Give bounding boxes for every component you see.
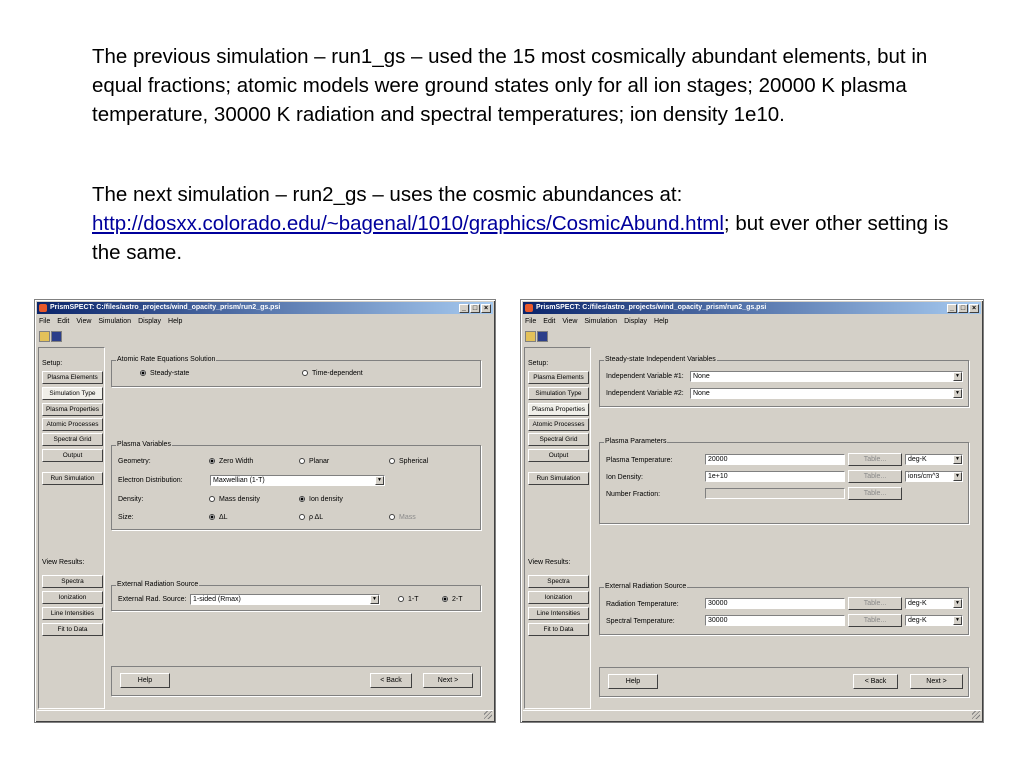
mass-density-radio[interactable] (209, 496, 260, 504)
maximize-button[interactable]: □ (470, 304, 480, 313)
plasma-temperature-input[interactable]: 20000 (705, 454, 845, 465)
spectra-button[interactable]: Spectra (42, 575, 103, 588)
radio-checked-icon (299, 496, 305, 502)
radio-unchecked-icon (302, 370, 308, 376)
independent-variable-2-label: Independent Variable #2: (606, 390, 684, 397)
folder-open-icon[interactable] (525, 331, 536, 342)
spectra-button[interactable]: Spectra (528, 575, 589, 588)
radio-unchecked-icon (299, 514, 305, 520)
mass-radio (389, 514, 416, 522)
view-results-label: View Results: (528, 559, 571, 566)
radio-label: Mass (399, 514, 416, 521)
dropdown-value: deg-K (908, 600, 927, 607)
radio-unchecked-icon (209, 496, 215, 502)
menu-view[interactable]: View (562, 318, 578, 325)
menu-view[interactable]: View (76, 318, 92, 325)
simulation-type-button[interactable]: Simulation Type (42, 387, 103, 400)
radio-label: Spherical (399, 458, 429, 465)
electron-distribution-label: Electron Distribution: (118, 477, 183, 484)
radio-checked-icon (209, 458, 215, 464)
fit-to-data-button[interactable]: Fit to Data (42, 623, 103, 636)
save-disk-icon[interactable] (51, 331, 62, 342)
prismspect-app-icon (525, 304, 533, 312)
radio-unchecked-icon (389, 458, 395, 464)
resize-grip-icon[interactable] (972, 711, 980, 719)
menu-display[interactable]: Display (138, 318, 162, 325)
chevron-down-icon[interactable]: ▼ (953, 455, 962, 464)
dropdown-value: deg-K (908, 617, 927, 624)
prismspect-app-icon (39, 304, 47, 312)
rho-delta-l-radio[interactable] (299, 514, 323, 522)
menu-display[interactable]: Display (624, 318, 648, 325)
back-button[interactable]: < Back (853, 674, 898, 689)
close-button[interactable]: × (481, 304, 491, 313)
chevron-down-icon[interactable]: ▼ (375, 476, 384, 485)
plasma-temperature-table-button: Table... (848, 453, 902, 466)
setup-label: Setup: (42, 360, 63, 367)
radio-checked-icon (140, 370, 146, 376)
chevron-down-icon[interactable]: ▼ (953, 389, 962, 398)
status-bar (37, 710, 493, 720)
radio-label: Ion density (309, 496, 343, 503)
line-intensities-button[interactable]: Line Intensities (42, 607, 103, 620)
radio-label: Zero Width (219, 458, 254, 465)
ion-density-unit-dropdown[interactable] (905, 471, 963, 482)
dropdown-value: deg-K (908, 456, 927, 463)
toolbar (39, 329, 65, 345)
number-fraction-table-button: Table... (848, 487, 902, 500)
electron-distribution-dropdown[interactable] (210, 475, 385, 486)
paragraph-previous-simulation: The previous simulation – run1_gs – used the 15 most cosmically abundant elements, but in equal fractions; atomic models were ground states only for all ion stages; 20000 K plasma temperature, 30000 K radiation and spectral temperatures; ion density 1e10. (92, 45, 928, 126)
menu-edit[interactable]: Edit (543, 318, 556, 325)
radio-checked-icon (442, 596, 448, 602)
external-radiation-group (599, 583, 969, 635)
radiation-temperature-label: Radiation Temperature: (606, 601, 679, 608)
menu-help[interactable]: Help (168, 318, 183, 325)
output-button[interactable]: Output (528, 449, 589, 462)
chevron-down-icon[interactable]: ▼ (953, 616, 962, 625)
chevron-down-icon[interactable]: ▼ (953, 372, 962, 381)
group-title: Steady-state Independent Variables (605, 356, 716, 363)
output-button[interactable]: Output (42, 449, 103, 462)
dropdown-value: ions/cm^3 (908, 473, 940, 480)
group-title: Plasma Variables (117, 441, 171, 448)
group-title: External Radiation Source (605, 583, 687, 590)
two-t-radio[interactable] (442, 596, 463, 604)
spectral-temperature-unit-dropdown[interactable] (905, 615, 963, 626)
atomic-processes-button[interactable]: Atomic Processes (42, 418, 103, 431)
save-disk-icon[interactable] (537, 331, 548, 342)
steady-state-variables-group (599, 356, 969, 407)
title-bar (37, 302, 493, 314)
number-fraction-input (705, 488, 845, 499)
zero-width-radio[interactable] (209, 458, 253, 466)
window-title: PrismSPECT: C:/files/astro_projects/wind_opacity_prism/run2_gs.psi (50, 304, 281, 311)
radio-label: Steady-state (150, 370, 190, 377)
radio-checked-icon (209, 514, 215, 520)
spherical-radio[interactable] (389, 458, 428, 466)
minimize-button[interactable]: _ (947, 304, 957, 313)
steady-state-radio[interactable] (140, 370, 189, 378)
chevron-down-icon[interactable]: ▼ (953, 599, 962, 608)
setup-label: Setup: (528, 360, 549, 367)
radio-label: Mass density (219, 496, 260, 503)
atomic-processes-button[interactable]: Atomic Processes (528, 418, 589, 431)
menu-file[interactable]: File (525, 318, 537, 325)
view-results-label: View Results: (42, 559, 85, 566)
plasma-variables-group (111, 441, 481, 530)
independent-variable-1-label: Independent Variable #1: (606, 373, 684, 380)
wizard-button-bar (111, 666, 481, 696)
help-button[interactable]: Help (608, 674, 658, 689)
paragraph-next-suffix: ; but ever other setting is the same. (92, 212, 949, 264)
ion-density-input[interactable]: 1e+10 (705, 471, 845, 482)
ionization-button[interactable]: Ionization (528, 591, 589, 604)
radio-label: Time-dependent (312, 370, 363, 377)
minimize-button[interactable]: _ (459, 304, 469, 313)
radiation-temperature-table-button: Table... (848, 597, 902, 610)
ion-density-table-button: Table... (848, 470, 902, 483)
run-simulation-button[interactable]: Run Simulation (528, 472, 589, 485)
number-fraction-label: Number Fraction: (606, 491, 661, 498)
radio-unchecked-icon (389, 514, 395, 520)
ionization-button[interactable]: Ionization (42, 591, 103, 604)
group-title: Plasma Parameters (605, 438, 667, 445)
fit-to-data-button[interactable]: Fit to Data (528, 623, 589, 636)
cosmic-abundances-link[interactable]: http://dosxx.colorado.edu/~bagenal/1010/graphics/CosmicAbund.html (92, 212, 724, 235)
geometry-label: Geometry: (118, 458, 151, 465)
spectral-grid-button[interactable]: Spectral Grid (528, 433, 589, 446)
run-simulation-button[interactable]: Run Simulation (42, 472, 103, 485)
resize-grip-icon[interactable] (484, 711, 492, 719)
menu-simulation[interactable]: Simulation (98, 318, 132, 325)
radio-label: Planar (309, 458, 330, 465)
folder-open-icon[interactable] (39, 331, 50, 342)
radio-unchecked-icon (299, 458, 305, 464)
paragraph-next-simulation (92, 180, 972, 267)
paragraph-next-prefix: The next simulation – run2_gs – uses the cosmic abundances at: (92, 183, 683, 206)
atomic-rate-equations-group (111, 356, 481, 387)
density-label: Density: (118, 496, 144, 503)
size-label: Size: (118, 514, 134, 521)
radio-unchecked-icon (398, 596, 404, 602)
maximize-button[interactable]: □ (958, 304, 968, 313)
spectral-grid-button[interactable]: Spectral Grid (42, 433, 103, 446)
dropdown-value: None (693, 373, 710, 380)
group-title: External Radiation Source (117, 581, 199, 588)
external-radiation-group (111, 581, 481, 611)
toolbar (525, 329, 551, 345)
wizard-button-bar (599, 667, 969, 697)
external-rad-source-dropdown[interactable] (190, 594, 380, 605)
spectral-temperature-input[interactable]: 30000 (705, 615, 845, 626)
next-button[interactable]: Next > (423, 673, 473, 688)
radio-label: 2-T (452, 596, 463, 603)
spectral-temperature-label: Spectral Temperature: (606, 618, 675, 625)
spectral-temperature-table-button: Table... (848, 614, 902, 627)
plasma-temperature-unit-dropdown[interactable] (905, 454, 963, 465)
next-button[interactable]: Next > (910, 674, 963, 689)
prismspect-window-plasma-properties (520, 299, 984, 723)
title-bar (523, 302, 981, 314)
independent-variable-1-dropdown[interactable] (690, 371, 963, 382)
line-intensities-button[interactable]: Line Intensities (528, 607, 589, 620)
ion-density-label: Ion Density: (606, 474, 643, 481)
plasma-elements-button[interactable]: Plasma Elements (528, 371, 589, 384)
radio-label: ΔL (219, 514, 228, 521)
plasma-properties-button[interactable]: Plasma Properties (42, 403, 103, 416)
status-bar (523, 710, 981, 720)
plasma-parameters-group (599, 438, 969, 524)
plasma-temperature-label: Plasma Temperature: (606, 457, 673, 464)
help-button[interactable]: Help (120, 673, 170, 688)
close-button[interactable]: × (969, 304, 979, 313)
menu-file[interactable]: File (39, 318, 51, 325)
dropdown-value: None (693, 390, 710, 397)
window-title: PrismSPECT: C:/files/astro_projects/wind_opacity_prism/run2_gs.psi (536, 304, 767, 311)
dropdown-value: Maxwellian (1-T) (213, 477, 265, 484)
planar-radio[interactable] (299, 458, 329, 466)
simulation-type-button[interactable]: Simulation Type (528, 387, 589, 400)
plasma-elements-button[interactable]: Plasma Elements (42, 371, 103, 384)
menu-simulation[interactable]: Simulation (584, 318, 618, 325)
time-dependent-radio[interactable] (302, 370, 363, 378)
menu-bar (525, 316, 675, 327)
external-rad-source-label: External Rad. Source: (118, 596, 187, 603)
menu-help[interactable]: Help (654, 318, 669, 325)
menu-bar (39, 316, 189, 327)
radio-label: ρ ΔL (309, 514, 324, 521)
radiation-temperature-unit-dropdown[interactable] (905, 598, 963, 609)
ion-density-radio[interactable] (299, 496, 343, 504)
back-button[interactable]: < Back (370, 673, 412, 688)
dropdown-value: 1-sided (Rmax) (193, 596, 241, 603)
navigation-sidebar (38, 347, 105, 709)
chevron-down-icon[interactable]: ▼ (953, 472, 962, 481)
chevron-down-icon[interactable]: ▼ (370, 595, 379, 604)
delta-l-radio[interactable] (209, 514, 228, 522)
radio-label: 1-T (408, 596, 419, 603)
radiation-temperature-input[interactable]: 30000 (705, 598, 845, 609)
navigation-sidebar (524, 347, 591, 709)
group-title: Atomic Rate Equations Solution (117, 356, 216, 363)
prismspect-window-simulation-type (34, 299, 496, 723)
independent-variable-2-dropdown[interactable] (690, 388, 963, 399)
one-t-radio[interactable] (398, 596, 419, 604)
plasma-properties-button[interactable]: Plasma Properties (528, 403, 589, 416)
menu-edit[interactable]: Edit (57, 318, 70, 325)
